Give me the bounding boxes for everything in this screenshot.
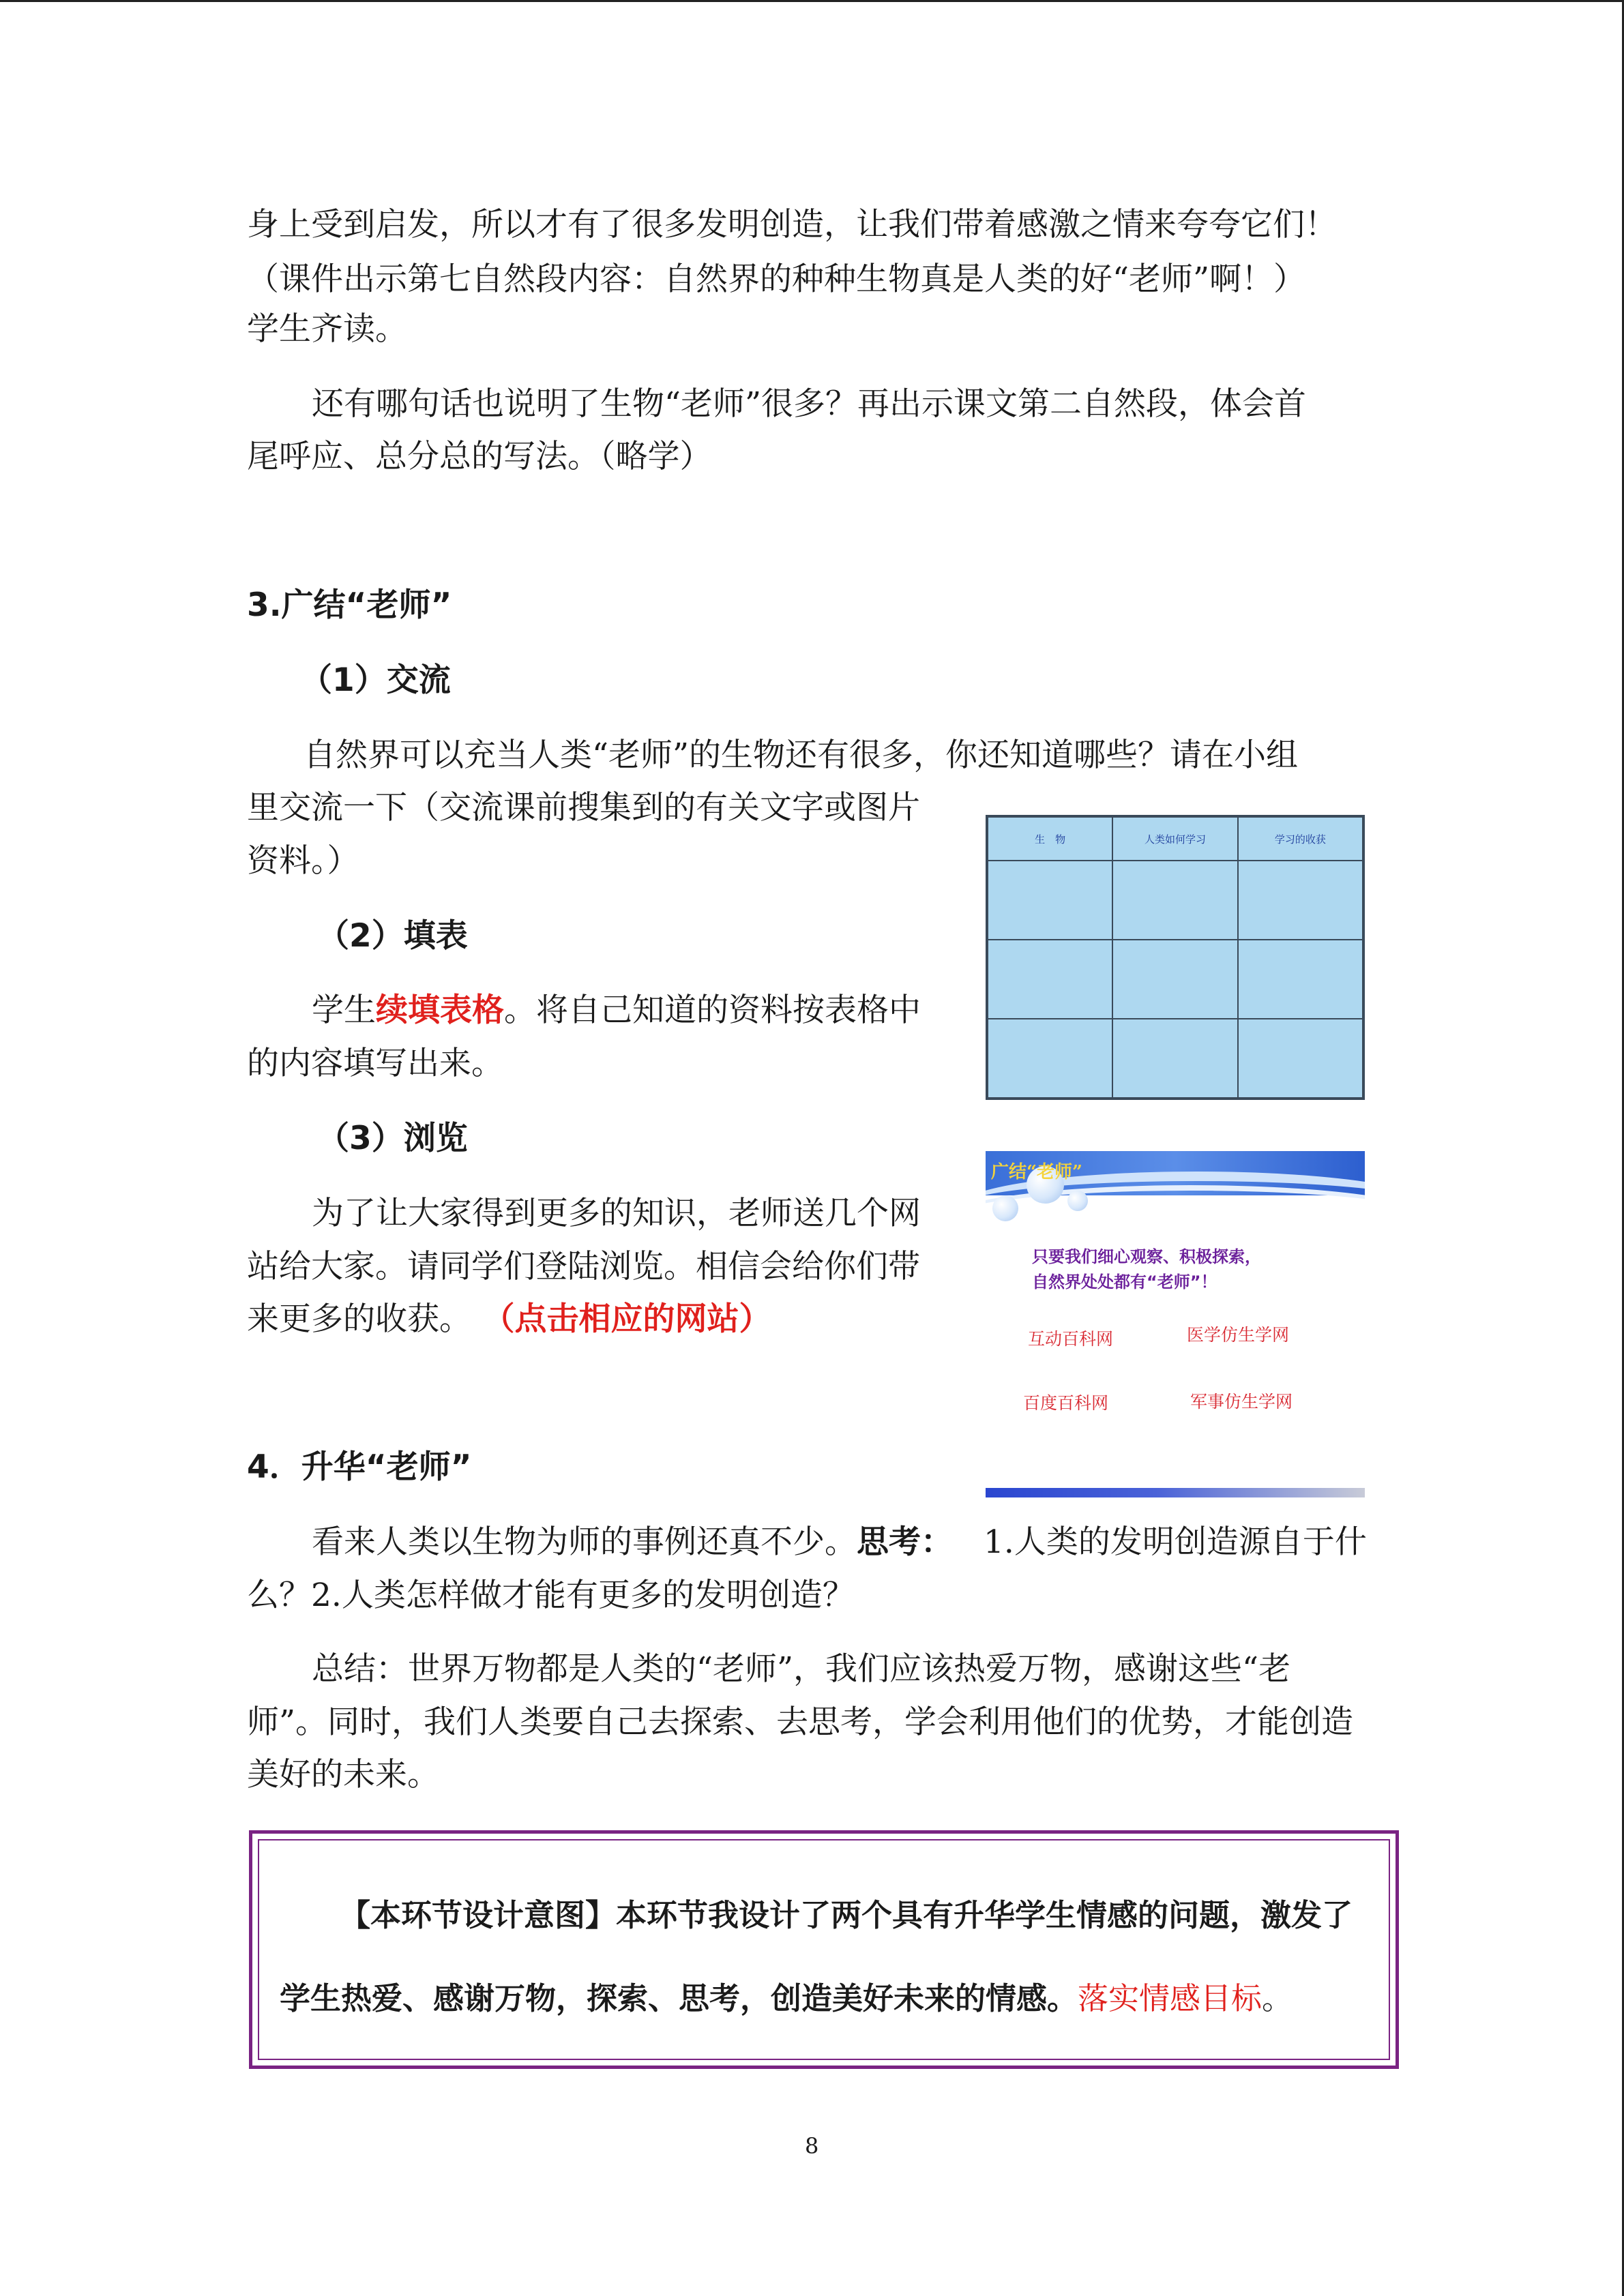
- text-span: 学生热爱、感谢万物，探索、思考，创造美好未来的情感。: [280, 1980, 1078, 2016]
- box-inner-border: [258, 1839, 1390, 2060]
- slide-text: 自然界处处都有“老师”！: [1032, 1272, 1217, 1292]
- table-cell: [1238, 861, 1363, 940]
- paragraph-line: 美好的未来。: [247, 1756, 439, 1793]
- bold-text: 思考：: [857, 1523, 953, 1561]
- paragraph-line: 里交流一下（交流课前搜集到的有关文字或图片: [247, 789, 920, 826]
- table-cell: [988, 940, 1112, 1019]
- text-span: 1.人类的发明创造源自于什: [984, 1523, 1367, 1561]
- page-top-border: [0, 0, 1624, 2]
- slide-image: [986, 1151, 1365, 1497]
- paragraph-line: 师”。同时，我们人类要自己去探索、去思考，学会利用他们的优势，才能创造: [247, 1703, 1354, 1741]
- design-intent-box: [249, 1830, 1399, 2069]
- text-span: 。: [1262, 1980, 1293, 2016]
- page-number: 8: [805, 2133, 819, 2159]
- table-cell: [1112, 940, 1237, 1019]
- paragraph-line: 资料。）: [247, 842, 359, 880]
- paragraph-line: 自然界可以充当人类“老师”的生物还有很多，你还知道哪些？请在小组: [304, 736, 1299, 774]
- box-heading: 【本环节设计意图】: [340, 1897, 617, 1933]
- blank-table: [987, 816, 1363, 1099]
- text-span: 学生: [312, 992, 376, 1029]
- table-cell: [1112, 1019, 1237, 1098]
- text-span: 。将自己知道的资料按表格中: [504, 992, 921, 1029]
- table-cell: [988, 1019, 1112, 1098]
- paragraph-line: 还有哪句话也说明了生物“老师”很多？再出示课文第二自然段，体会首: [312, 385, 1307, 423]
- table-header: 人类如何学习: [1112, 817, 1237, 861]
- paragraph-line: 站给大家。请同学们登陆浏览。相信会给你们带: [247, 1248, 920, 1285]
- table-cell: [1238, 1019, 1363, 1098]
- table-image: [986, 815, 1365, 1100]
- paragraph-line: 总结：世界万物都是人类的“老师”，我们应该热爱万物，感谢这些“老: [312, 1650, 1291, 1688]
- subsection-heading: （2）填表: [317, 917, 468, 955]
- table-cell: [988, 861, 1112, 940]
- text-span: 看来人类以生物为师的事例还真不少。: [312, 1523, 857, 1561]
- slide-bottom-bar: [986, 1488, 1365, 1497]
- bubble-decoration: [992, 1195, 1018, 1221]
- website-link[interactable]: 互动百科网: [1028, 1329, 1114, 1349]
- highlight-text: （点击相应的网站）: [499, 1300, 771, 1338]
- website-link[interactable]: 军事仿生学网: [1190, 1392, 1293, 1412]
- paragraph-line: [312, 1515, 1367, 1570]
- subsection-heading: （1）交流: [300, 661, 451, 699]
- paragraph-line: 的内容填写出来。: [247, 1045, 503, 1082]
- paragraph-line: 尾呼应、总分总的写法。（略学）: [247, 438, 712, 475]
- highlight-text: 落实情感目标: [1078, 1980, 1263, 2016]
- table-cell: [1238, 940, 1363, 1019]
- paragraph-line: 学生齐读。: [247, 310, 407, 348]
- table-header: 学习的收获: [1238, 817, 1363, 861]
- paragraph-line: [312, 983, 921, 1038]
- box-line: [340, 1890, 1353, 1935]
- table-header: 生 物: [988, 817, 1112, 861]
- paragraph-line: 么？2.人类怎样做才能有更多的发明创造？: [247, 1577, 855, 1614]
- table-cell: [1112, 861, 1237, 940]
- box-line: [280, 1973, 1293, 2018]
- highlight-text: 续填表格: [376, 992, 504, 1029]
- website-link[interactable]: 百度百科网: [1023, 1393, 1109, 1413]
- text-span: 本环节我设计了两个具有升华学生情感的问题，激发了: [616, 1897, 1353, 1933]
- website-link[interactable]: 医学仿生学网: [1187, 1325, 1290, 1345]
- section-heading: 4．升华“老师”: [247, 1448, 472, 1486]
- text-span: 来更多的收获。: [247, 1300, 471, 1338]
- slide-title: 广结“老师”: [991, 1162, 1082, 1182]
- section-heading: 3.广结“老师”: [247, 586, 452, 624]
- paragraph-line: （课件出示第七自然段内容：自然界的种种生物真是人类的好“老师”啊！）: [247, 260, 1306, 298]
- paragraph-line: 为了让大家得到更多的知识，老师送几个网: [312, 1195, 921, 1232]
- subsection-heading: （3）浏览: [317, 1120, 468, 1157]
- bubble-decoration: [1067, 1191, 1088, 1211]
- paragraph-line: 身上受到启发，所以才有了很多发明创造，让我们带着感激之情来夸夸它们！: [247, 206, 1337, 243]
- paragraph-line: [247, 1292, 771, 1347]
- slide-text: 只要我们细心观察、积极探索，: [1032, 1247, 1261, 1266]
